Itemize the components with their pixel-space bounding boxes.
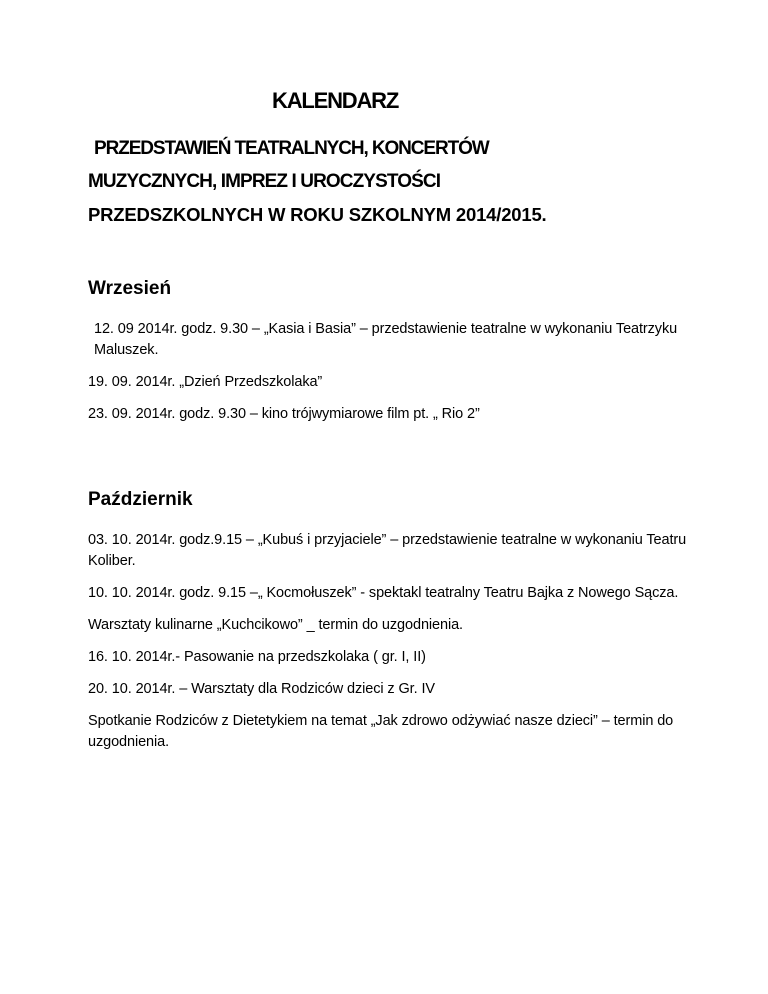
event-entry: 19. 09. 2014r. „Dzień Przedszkolaka” — [88, 374, 323, 390]
event-entry: 20. 10. 2014r. – Warsztaty dla Rodziców dzieci z Gr. IV — [88, 681, 435, 697]
subtitle-line: PRZEDSTAWIEŃ TEATRALNYCH, KONCERTÓW — [94, 138, 489, 159]
event-entry: Warsztaty kulinarne „Kuchcikowo” _ termin do uzgodnienia. — [88, 617, 463, 633]
section-heading: Wrzesień — [88, 278, 172, 299]
subtitle-line: PRZEDSZKOLNYCH W ROKU SZKOLNYM 2014/2015. — [88, 204, 547, 225]
event-entry: 12. 09 2014r. godz. 9.30 – „Kasia i Basia” – przedstawienie teatralne w wykonaniu Teatrzyku Maluszek. — [94, 321, 678, 358]
event-entry: 03. 10. 2014r. godz.9.15 – „Kubuś i przyjaciele” – przedstawienie teatralne w wykonaniu Teatru Koliber. — [88, 532, 687, 569]
subtitle-line: MUZYCZNYCH, IMPREZ I UROCZYSTOŚCI — [88, 171, 441, 192]
document-title: KALENDARZ — [272, 88, 399, 113]
event-entry: 16. 10. 2014r.- Pasowanie na przedszkolaka ( gr. I, II) — [88, 649, 426, 665]
event-entry: 23. 09. 2014r. godz. 9.30 – kino trójwymiarowe film pt. „ Rio 2” — [88, 406, 480, 422]
document-subtitle — [88, 132, 688, 231]
event-entry: 10. 10. 2014r. godz. 9.15 –„ Kocmołuszek” - spektakl teatralny Teatru Bajka z Nowego Sącza. — [88, 585, 679, 601]
section-october — [88, 488, 688, 764]
section-september — [88, 277, 688, 436]
section-heading: Październik — [88, 489, 193, 510]
event-entry: Spotkanie Rodziców z Dietetykiem na temat „Jak zdrowo odżywiać nasze dzieci” – termin do uzgodnienia. — [88, 713, 674, 750]
